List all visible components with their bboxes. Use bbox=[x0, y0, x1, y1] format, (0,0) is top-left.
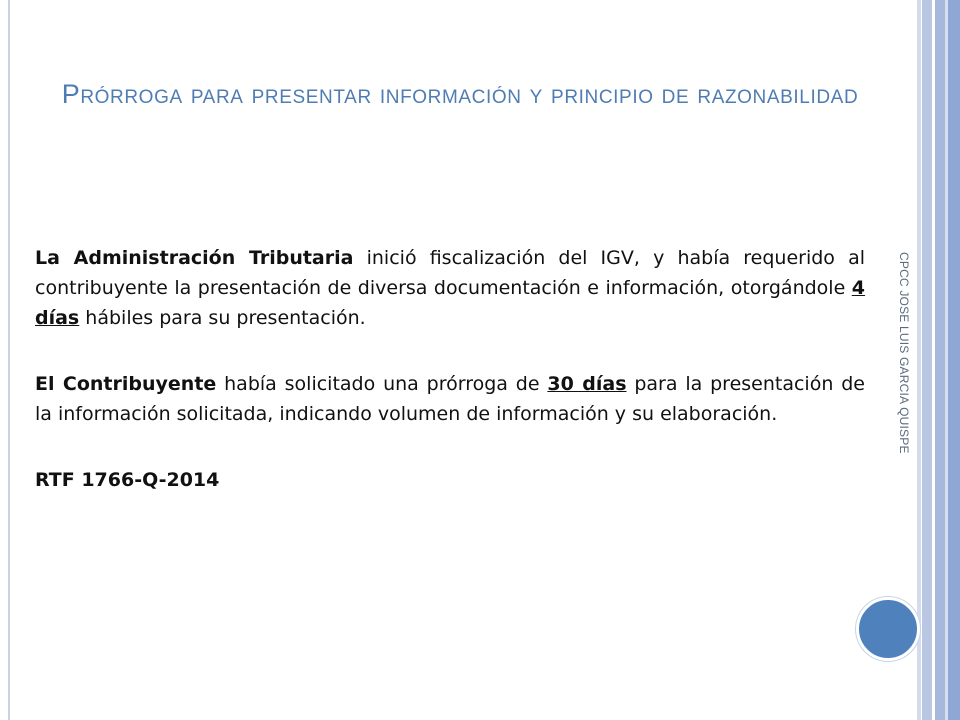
reference-line bbox=[35, 465, 865, 495]
days-highlight: 30 días bbox=[547, 373, 627, 395]
paragraph-extension bbox=[35, 369, 865, 429]
slide-title: Prórroga para presentar información y principio de razonabilidad bbox=[61, 79, 859, 109]
decorative-circle bbox=[856, 597, 920, 661]
right-stripe bbox=[917, 0, 921, 720]
paragraph-lead: El Contribuyente bbox=[35, 373, 217, 395]
right-stripe bbox=[922, 0, 932, 720]
paragraph-lead: La Administración Tributaria bbox=[35, 247, 354, 269]
slide-body bbox=[35, 243, 865, 531]
paragraph-text: para la presentación de la información solicitada, indicando volumen de información y su elaboración. bbox=[35, 373, 865, 425]
author-side-label: CPCC JOSE LUIS GARCIA QUISPE bbox=[897, 252, 911, 454]
days-highlight: 4 días bbox=[35, 277, 865, 329]
paragraph-requirement bbox=[35, 243, 865, 333]
rtf-reference: RTF 1766-Q-2014 bbox=[35, 469, 220, 491]
paragraph-text: hábiles para su presentación. bbox=[79, 307, 366, 329]
right-stripe bbox=[948, 0, 960, 720]
left-border-line bbox=[8, 0, 10, 720]
paragraph-text: inició fiscalización del IGV, y había requerido al contribuyente la presentación de diversa documentación e información, otorgándole bbox=[35, 247, 865, 299]
paragraph-text: había solicitado una prórroga de bbox=[216, 373, 548, 395]
right-stripe bbox=[935, 0, 945, 720]
